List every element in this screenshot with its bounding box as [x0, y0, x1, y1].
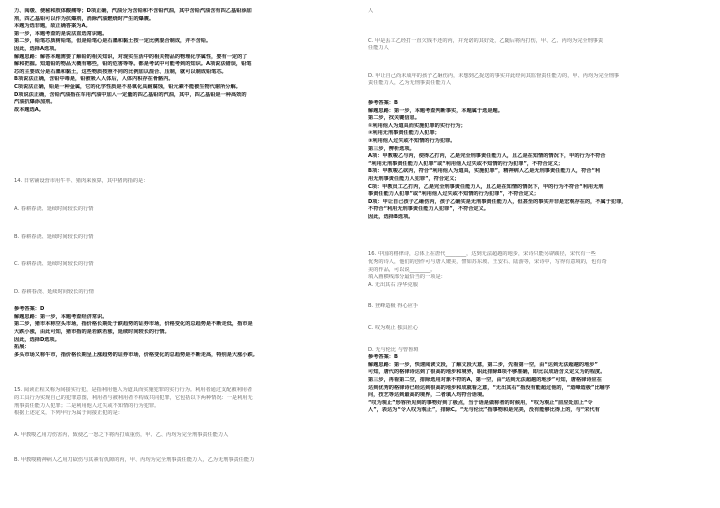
explanation-line: 解题思路：第一步，本题考查经济常识。 [14, 313, 108, 320]
explanation-line: 第三步，再看第二空，排除选用对象不符的A，第一空，由“达到无法超越的地步”可知，唐格律诗应在 [368, 377, 602, 383]
explanation-line: 人”，表达为“令人叹为观止”，排除C。“无与伦比”指事物和是完美，没有能够比得上的，与“宋代有 [368, 407, 600, 414]
option-c: C. 春耕春浇、延续时间较长的行情 [14, 261, 94, 268]
explanation-line: 解题思路：第一步，本题考查判断事实，本题属于选是题。 [368, 107, 503, 114]
text-line: C项说法正确，铅是一种金属，它的化学性质是不易氧化具耐腐蚀，铅元素不能被生物代谢所分解。 [14, 83, 241, 90]
explanation-line: ③利用他人过失或不知情的行为犯罪。 [368, 137, 456, 144]
question-15: 15. 阅读正程又称为间接实行犯，是指利用他人为道具而实施犯罪的实行行为。利用者通过支配被利用者 [14, 387, 253, 394]
text-line: 故本题选A。 [14, 106, 44, 113]
text-line: 第一步，本题考查的是说法直选常识题。 [14, 30, 108, 37]
explanation-line: 拓展： [14, 344, 30, 351]
option-b: B. 甲教唆精神病人乙用刀砍伤与其素有仇隙的丙，甲、丙均为完全刑事责任能力人，乙为无刑事责任能力 [14, 457, 255, 464]
explanation-line: A项：甲教唆乙与丙，使得乙打丙，乙是完全刑事责任能力人，且乙是在知情的情况下，甲的行为不符合 [368, 153, 606, 160]
text-line: 因此，选择A选项。 [14, 45, 60, 52]
explanation-line: C项：甲教员工乙打丙，乙是完全刑事责任能力人，且乙是在知情的情况下，甲的行为不符合“利用无刑 [368, 183, 604, 190]
left-column [14, 8, 344, 465]
question-15-line: 的工具行为实现自己的犯罪意图，利用者与被利用者不构成共同犯罪，它包括以下两种情况：一是利用无 [14, 395, 253, 402]
option-d: D. 无与伦比 与曾鲁斑 [368, 346, 419, 353]
option-d: D. 春耕春浇、延续时间较长的行情 [14, 288, 94, 295]
question-15-line: 根据上述定义，下列甲行为属于间接正犯的是： [14, 410, 123, 417]
explanation-line: 解题思路：第一步，快速阅读文段，了解文段大意，第二步，先看第一空，由“达到无法超越的地步” [368, 361, 598, 368]
explanation-line: ①利用他人为道具而实施犯罪的实行行为； [368, 122, 466, 129]
text-line: 第二步，铅笔芯质树铅笔，但是铅笔心是石墨和黏土按一定比例混合制成，并不含铅。 [14, 38, 212, 45]
answer: 参考答案：D [14, 306, 45, 313]
option-c: C. 叹为观止 独具匠心 [368, 325, 419, 332]
option-c: C. 甲是丢工乙经打一直欠钱不还的丙，并充诺的其好处，乙随后将丙打伤，甲、乙、丙均为完全刑事责 [368, 37, 604, 44]
explanation-line: 达到优秀的格律诗已经达到很高的地步和成就看之意，“无出其右”指没有能超过他的，“造峰造极”比喻学 [368, 384, 610, 391]
text-line: 本题为选非题，故正确答案为A。 [14, 23, 91, 30]
text-line: 解和把握。知道铅的物品大概有哪些，铅的危害等等。都是考试中可能考到的知识。A项说法错误，铅笔 [14, 61, 252, 68]
explanation-line: B项：甲教唆乙砍丙，符合“利用他人为道具，实施犯罪”，精神病人乙是无刑事责任能力人，符合“利 [368, 168, 601, 175]
option-d-line: 责任能力人，乙为无刑事责任能力人 [368, 80, 452, 87]
option-c-line: 任能力人 [368, 45, 389, 52]
explanation-line: “叹为观止”形容所见到的事物好到了极点，当于语是做称者的时候用，“叹为观止”前应处加上“令 [368, 399, 593, 406]
question-16-line: 优秀的诗人，他们的创作可与唐人媲美，譬如苏东坡、王安石、陆游等，宋诗中，写得有意境的，也有奇 [368, 259, 607, 266]
text-line: D项说法正确，含铅汽油指在车用汽油中加入一定量的四乙基铅的汽油，其中，四乙基铅是一种高效的 [14, 91, 247, 98]
explanation-line: 可知，唐代的格律诗达到了很高的地步和境界，职此排除B项不够准确，即比以成语含义定义为的程度。 [368, 369, 606, 376]
explanation-line: 不符合“利用无刑事责任能力人犯罪”，不符合定义。 [368, 206, 489, 213]
option-a: A. 无出其右 浮华克服 [368, 281, 418, 288]
text-line: 人 [368, 8, 374, 14]
explanation-line: 问，技艺等达到最高的境界，二者填入均符合语境。 [368, 392, 488, 399]
explanation-line: “利用无刑事责任能力人犯罪”或“利用他人过失或不知情的行为犯罪”，不符合定义； [368, 160, 564, 167]
explanation-line: 因此，选择B选项。 [368, 213, 414, 220]
option-b: B. 登峰造极 得心应手 [368, 303, 419, 310]
answer: 参考答案：B [368, 354, 398, 361]
explanation-line: 第二步，找关键信息。 [368, 115, 420, 122]
explanation-line: 因此，选择D选项。 [14, 336, 60, 343]
explanation-line: D项：甲让自己孩子乙砸伤丙，孩子乙确实是无刑事责任能力人，但甚至的事实并非是宏观存在的，不属于犯罪， [368, 198, 627, 205]
explanation-line: 事责任能力人犯罪”或“利用他人过失或不知情的行为犯罪”，不符合定义； [368, 191, 540, 198]
explanation-line: ②利用无刑事责任能力人犯罪； [368, 130, 440, 137]
right-column [368, 8, 698, 415]
question-15-line: 刑事责任能力人犯罪；二是利用他人过失或不知情的行为犯罪。 [14, 402, 160, 409]
answer: 参考答案：B [368, 99, 398, 106]
text-line: 力、阅缓、便秘和肢体酸痛等；D项正确，汽油分为含铅和不含铅汽油，其中含铅汽油含有四乙基铅添加 [14, 8, 252, 14]
explanation-line: 大跌小涨，由此可知，猪市指的是若跌若涨，延续时间较长的行情。 [14, 329, 170, 336]
text-line: 汽油抗爆添加剂。 [14, 99, 56, 106]
question-16: 16. 中国的格律诗，总体上在唐代________，达到无法超越的地步，宋诗只能另辟蹊径，宋代有一些 [368, 251, 596, 258]
question-16-line: 填入画横线部分最恰当的一项是： [368, 274, 446, 281]
explanation-line: 多头市场又称牛市，指价格长期呈上涨趋势的证券市场，价格变化的总趋势是不断走高，特别是大涨小跌。 [14, 351, 258, 358]
text-line: 芯的主要成分是石墨和黏土，这些物质按照不同的比例加以混合、压制，就可以制成铅笔芯。 [14, 68, 227, 75]
option-d: D. 甲让自己尚未成年的孩子乙砸伤丙，未想到乙捉送的事实并此经向其监督责任能力的，甲、丙均为完全刑事 [368, 72, 620, 79]
option-a: A. 甲教唆乙用刀伤害丙，致使乙一怒之下将丙打成重伤，甲、乙、丙均为完全刑事责任能力人 [14, 431, 229, 438]
explanation-line: 第三步，辨析选项。 [368, 145, 415, 152]
question-16-line: 美的作品，可以说________。 [368, 266, 436, 273]
text-line: 解题思路：解答本题需要了解铅的相关知识，对现实生活中的相关物品的物理化学属性，要有一定的了 [14, 53, 248, 60]
explanation-line: 第二步，猪市本称空头市场，指价格长期处于跌趋势的证券市场，价格变化的总趋势是不断走低，指市是 [14, 321, 253, 328]
option-a: A. 春耕春浇、延续时间较长的行情 [14, 205, 94, 212]
option-b: B. 春耕春浇、延续时间较长的行情 [14, 233, 94, 240]
text-line: B项说法正确，含铅中毒是，铅被吸入人体后，人体内积存在骨骼内。 [14, 76, 174, 83]
explanation-line: 用无刑事责任能力人犯罪”，符合定义； [368, 175, 460, 182]
question-14: 14. 日常铺设营市用牛羊、猪肉来预算，其中猪肉指的是： [14, 178, 149, 185]
text-line: 剂，四乙基铅可以作为抗爆剂，消除汽油燃烧时产生的爆震。 [14, 15, 155, 22]
